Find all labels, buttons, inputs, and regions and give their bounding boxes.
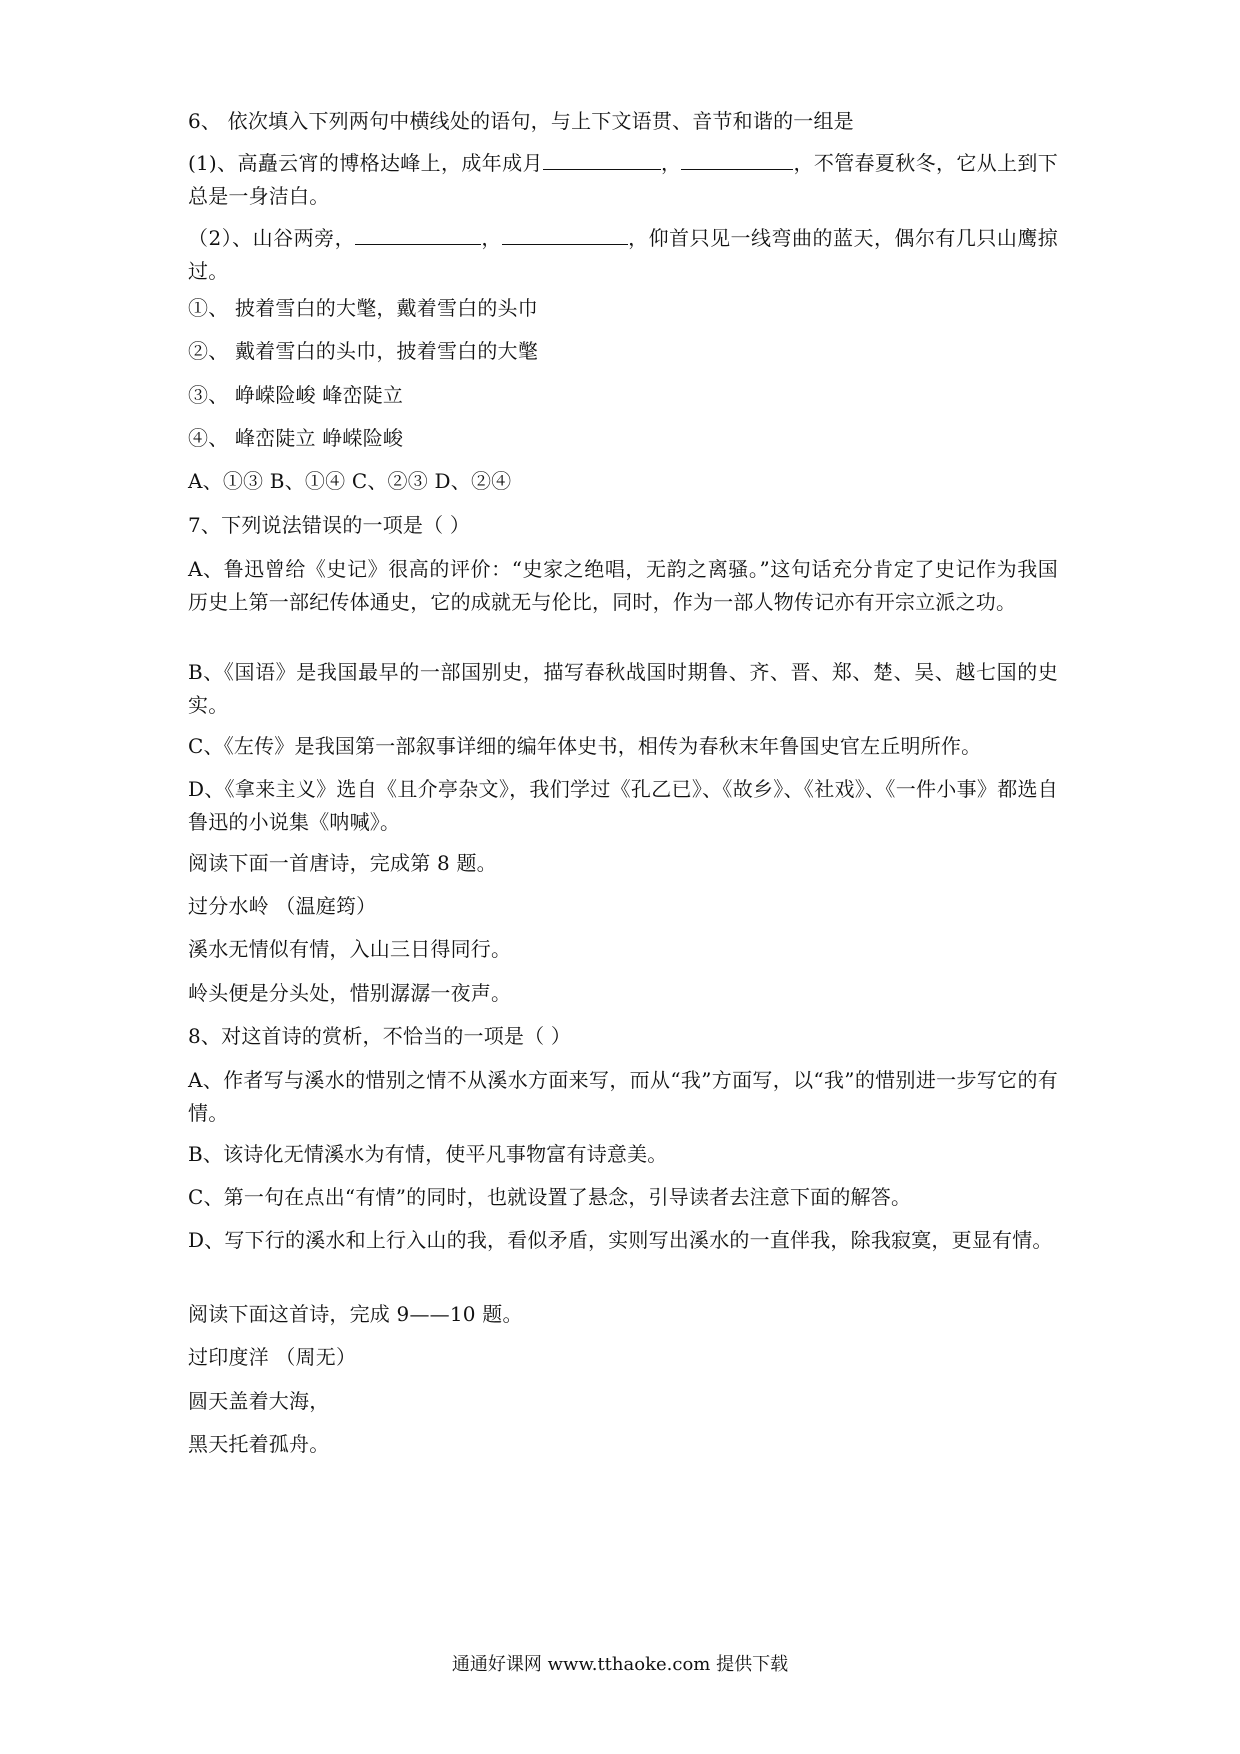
q7-option-c: C、《左传》是我国第一部叙事详细的编年体史书，相传为春秋末年鲁国史官左丘明所作。	[188, 734, 982, 758]
q6-s1-blank-1	[543, 151, 661, 170]
q8-option-c: C、第一句在点出“有情”的同时，也就设置了悬念，引导读者去注意下面的解答。	[188, 1185, 912, 1209]
q6-sentence-2	[188, 222, 1058, 288]
q6-stem: 6、 依次填入下列两句中横线处的语句，与上下文语贯、音节和谐的一组是	[188, 109, 854, 133]
poem1-title: 过分水岭 （温庭筠）	[188, 894, 377, 918]
q6-option-1: ①、 披着雪白的大氅，戴着雪白的头巾	[188, 296, 538, 320]
q6-s2-blank-2	[502, 226, 628, 245]
q6-option-4: ④、 峰峦陡立 峥嵘险峻	[188, 426, 404, 450]
q6-s2-text-a: （2）、山谷两旁，	[188, 226, 356, 250]
q6-s2-text-c: ，仰首只见一线弯曲的蓝天，偶尔有几只山鹰掠过。	[188, 226, 1059, 283]
q6-sentence-1	[188, 147, 1058, 213]
q7-option-a: A、鲁迅曾给《史记》很高的评价：“史家之绝唱，无韵之离骚。”这句话充分肯定了史记作为我国历史上第一部纪传体通史，它的成就无与伦比，同时，作为一部人物传记亦有开宗立派之功。	[188, 557, 1058, 614]
poem2-line-1: 圆天盖着大海，	[188, 1389, 330, 1413]
poem2-line-2: 黑天托着孤舟。	[188, 1432, 330, 1456]
poem1-line-1: 溪水无情似有情，入山三日得同行。	[188, 937, 512, 961]
q8-option-d: D、写下行的溪水和上行入山的我，看似矛盾，实则写出溪水的一直伴我，除我寂寞，更显有情。	[188, 1228, 1053, 1252]
poem2-intro: 阅读下面这首诗，完成 9——10 题。	[188, 1302, 523, 1326]
q7-option-d: D、《拿来主义》选自《且介亭杂文》，我们学过《孔乙已》、《故乡》、《社戏》、《一件小事》都选自鲁迅的小说集《呐喊》。	[188, 777, 1058, 834]
q6-option-2: ②、 戴着雪白的头巾，披着雪白的大氅	[188, 339, 538, 363]
q6-s1-text-a: (1)、高矗云宵的博格达峰上，成年成月	[188, 151, 543, 175]
q6-answer-choices: A、①③ B、①④ C、②③ D、②④	[188, 469, 512, 493]
poem1-intro: 阅读下面一首唐诗，完成第 8 题。	[188, 851, 497, 875]
q6-s1-text-c: ，不管春夏秋冬，它从上到下总是一身洁白。	[188, 151, 1058, 208]
page-footer: 通通好课网 www.tthaoke.com 提供下载	[451, 1654, 789, 1675]
q6-s2-blank-1	[355, 226, 481, 245]
q7-stem: 7、下列说法错误的一项是（ ）	[188, 513, 471, 537]
q8-option-b: B、该诗化无情溪水为有情，使平凡事物富有诗意美。	[188, 1142, 668, 1166]
q6-s1-blank-2	[681, 151, 793, 170]
q6-option-3: ③、 峥嵘险峻 峰峦陡立	[188, 383, 404, 407]
q8-option-a: A、作者写与溪水的惜别之情不从溪水方面来写，而从“我”方面写，以“我”的惜别进一步写它的有情。	[188, 1068, 1058, 1125]
q6-s1-text-b: ，	[660, 151, 682, 175]
q8-stem: 8、对这首诗的赏析，不恰当的一项是（ ）	[188, 1024, 572, 1048]
poem1-line-2: 岭头便是分头处，惜别潺潺一夜声。	[188, 981, 512, 1005]
q6-s2-text-b: ，	[481, 226, 502, 250]
q7-option-b: B、《国语》是我国最早的一部国别史，描写春秋战国时期鲁、齐、晋、郑、楚、吴、越七国的史实。	[188, 660, 1058, 717]
poem2-title: 过印度洋 （周无）	[188, 1345, 357, 1369]
